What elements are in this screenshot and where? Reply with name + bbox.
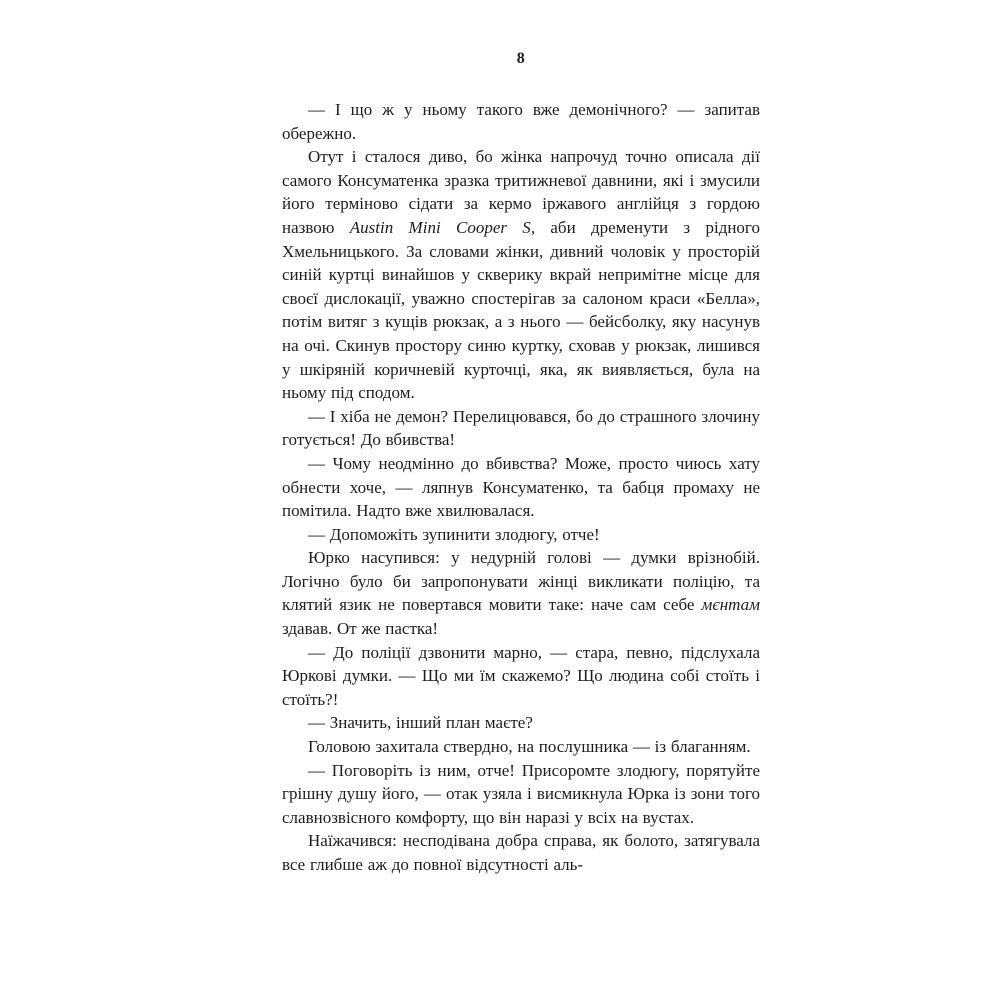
text-run: Наїжачився: несподівана добра справа, як болото, затягувала все глибше аж до повної відсутності аль- <box>282 831 760 874</box>
text-run: — Значить, інший план маєте? <box>308 713 533 733</box>
text-run: — Поговоріть із ним, отче! Присоромте злодюгу, порятуйте грішну душу його, — отак узяла і висмикнула Юрка із зони того славнозвісного комфорту, що він наразі у всіх на вустах. <box>282 760 760 827</box>
paragraph <box>282 405 760 452</box>
page-number: 8 <box>516 50 526 67</box>
paragraph <box>282 829 760 876</box>
text-run: — Допоможіть зупинити злодюгу, отче! <box>308 524 600 544</box>
paragraph <box>282 735 760 759</box>
italic-text-run: Austin Mini Cooper S <box>349 217 531 237</box>
text-run: Отут і сталося диво, бо жінка напрочуд точно описала дії самого Консуматенка зразка тритижневої давнини, які і змусили його терміново сідати за кермо іржавого англійця з гордою назвою <box>282 147 760 237</box>
paragraph <box>282 145 760 405</box>
paragraph <box>282 452 760 523</box>
text-run: , аби дременути з рідного Хмельницького. За словами жінки, дивний чоловік у просторій синій куртці винайшов у скверику вкрай непримітне місце для своєї дислокації, уважно спостерігав за салоном краси «Белла», потім витяг з кущів рюкзак, а з нього — бейсболку, яку насунув на очі. Скинув простору синю куртку, сховав у рюкзак, лишився у шкіряній коричневій курточці, яка, як виявляється, була на ньому під сподом. <box>282 217 760 403</box>
text-run: — До поліції дзвонити марно, — стара, певно, підслухала Юркові думки. — Що ми їм скажемо? Що людина собі стоїть і стоїть?! <box>282 642 760 709</box>
paragraph <box>282 641 760 712</box>
text-run: — Чому неодмінно до вбивства? Може, просто чиюсь хату обнести хоче, — ляпнув Консуматенко, та бабця промаху не помітила. Надто вже хвилювалася. <box>282 453 760 521</box>
paragraph <box>282 523 760 547</box>
text-run: Головою захитала ствердно, на послушника — із благанням. <box>308 737 751 757</box>
italic-text-run: мєнтам <box>701 595 760 615</box>
text-run: здавав. От же пастка! <box>282 619 439 639</box>
text-run: — І що ж у ньому такого вже демонічного? — запитав обережно. <box>282 100 760 143</box>
page-text <box>282 98 760 877</box>
text-run: — І хіба не демон? Перелицювався, бо до страшного злочину готується! До вбивства! <box>282 406 760 450</box>
paragraph <box>282 98 760 145</box>
text-run: Юрко насупився: у недурній голові — думки врізнобій. Логічно було би запропонувати жінці викликати поліцію, та клятий язик не повертався мовити таке: наче сам себе <box>282 548 760 615</box>
paragraph <box>282 759 760 830</box>
paragraph <box>282 546 760 640</box>
paragraph <box>282 711 760 735</box>
